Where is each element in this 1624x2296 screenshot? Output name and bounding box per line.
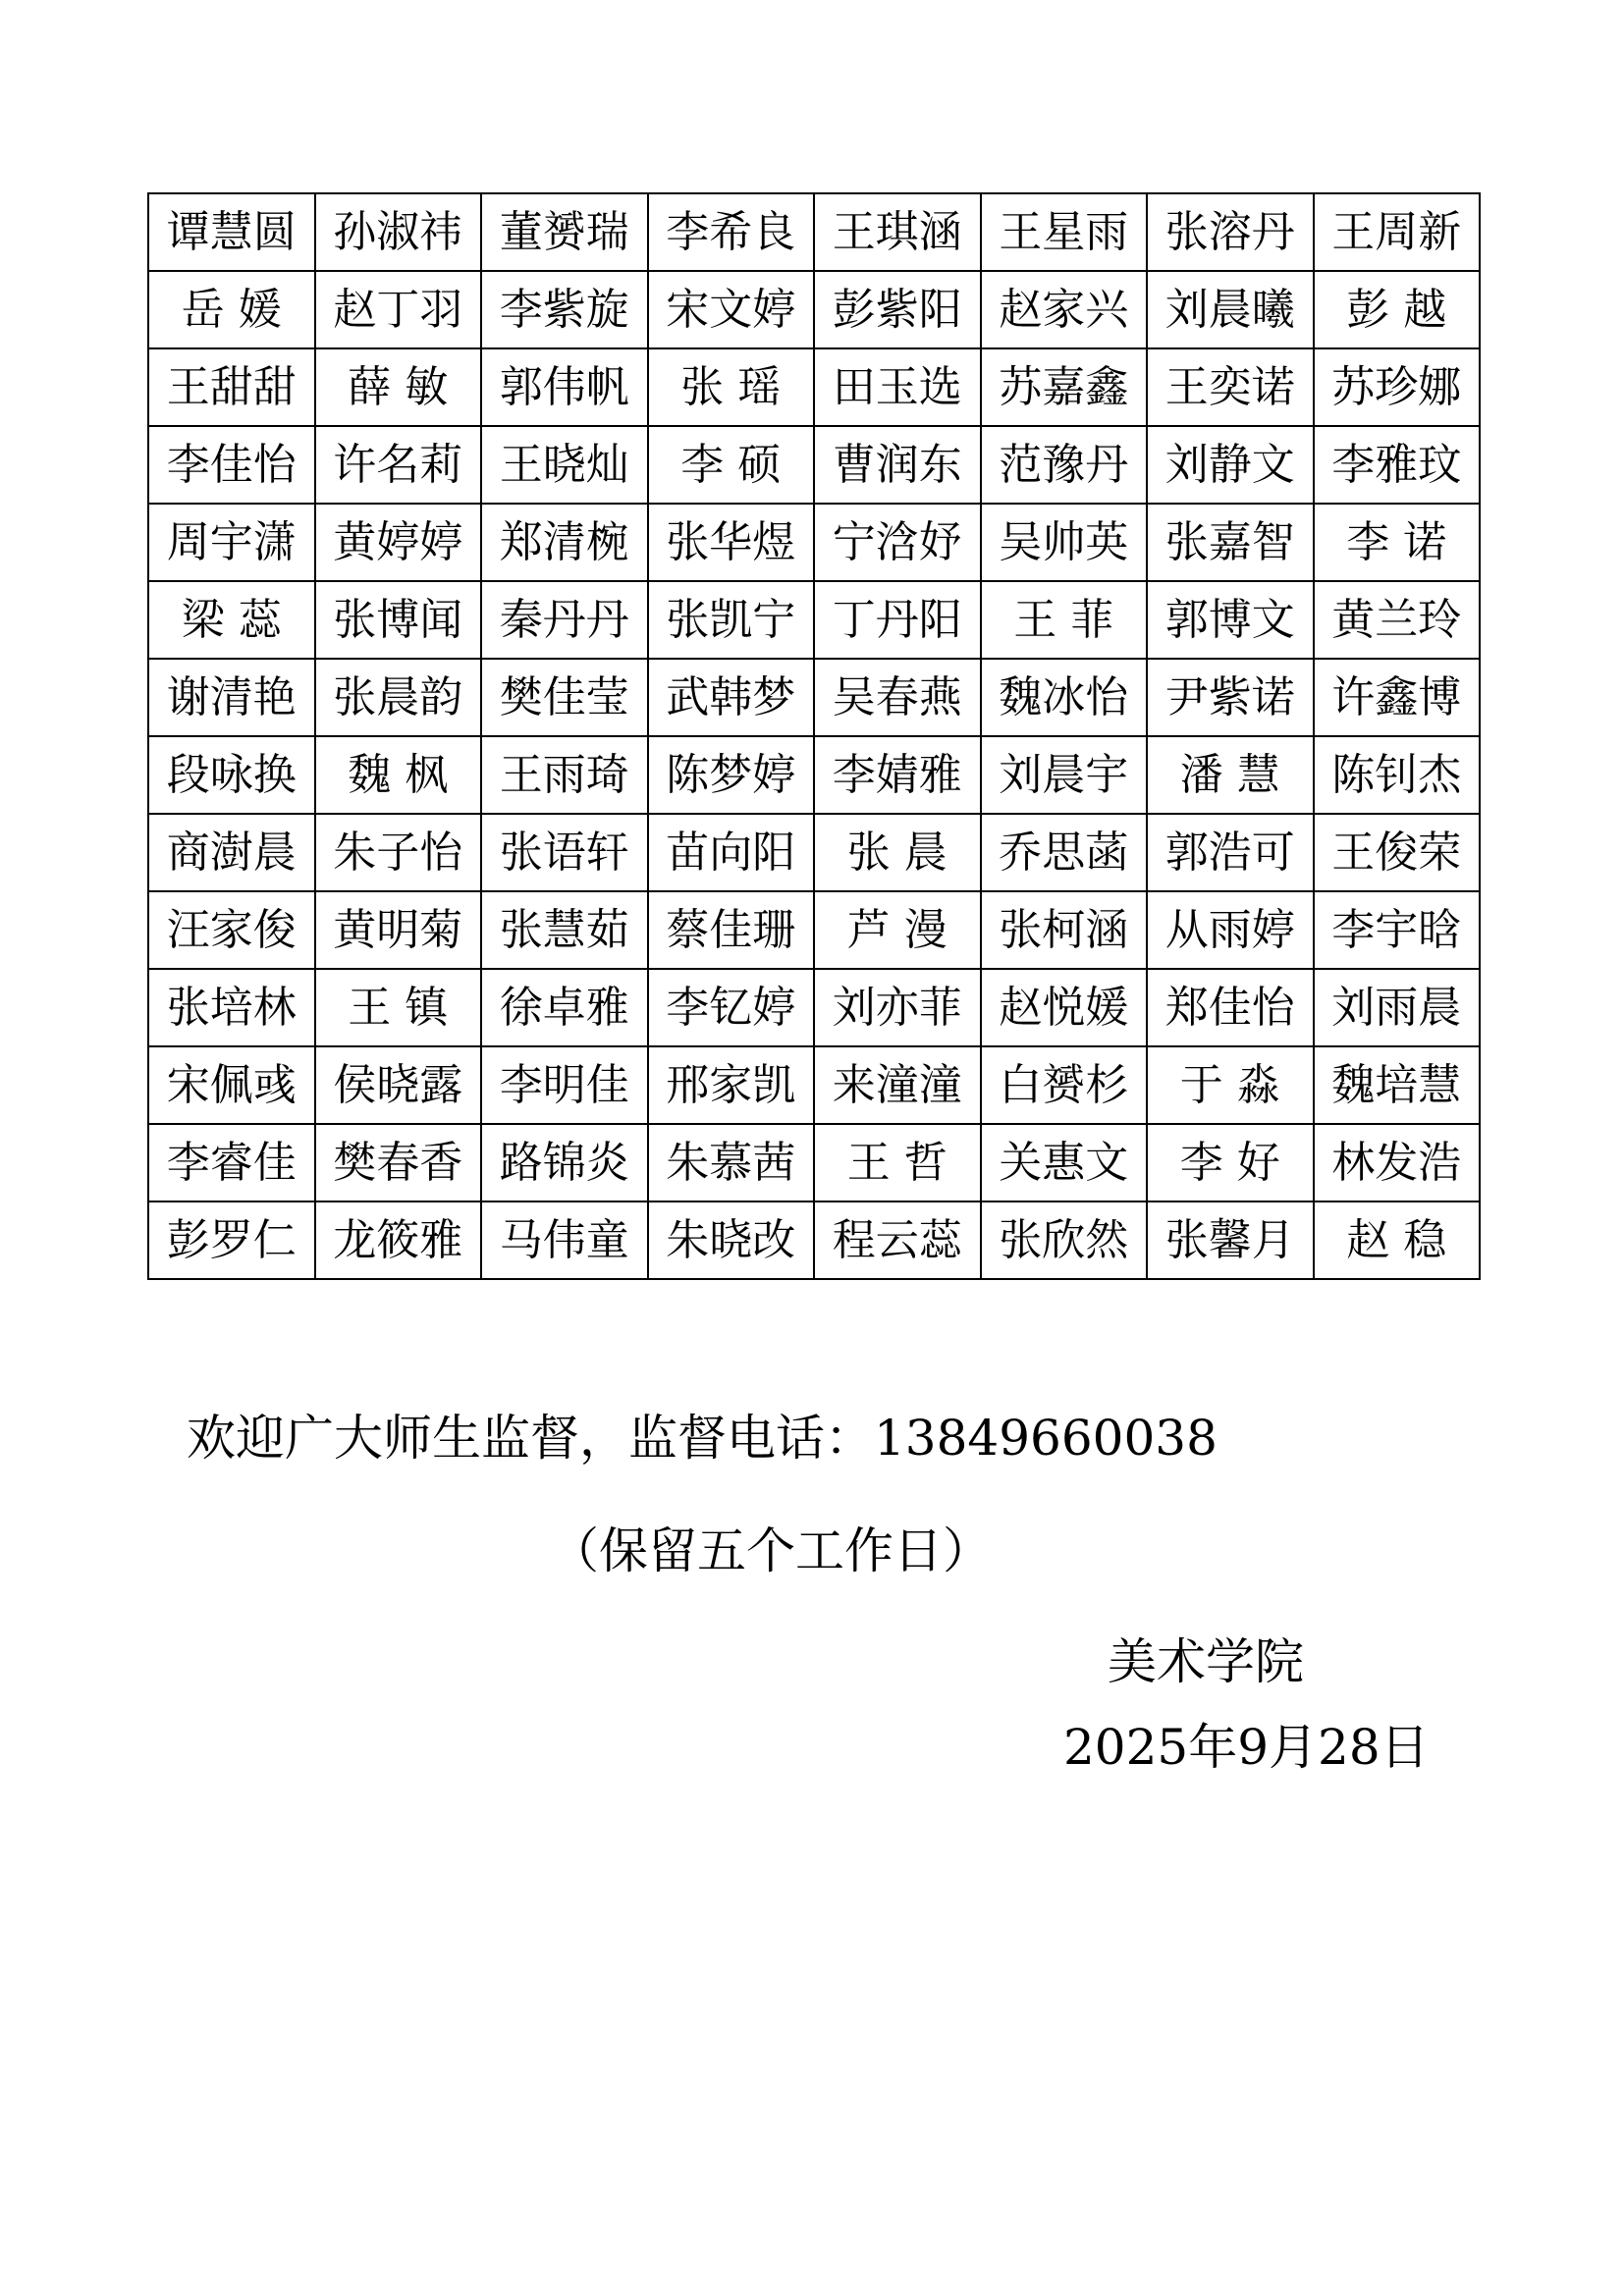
name-cell: 田玉选 [814,348,981,426]
name-cell: 赵 稳 [1314,1201,1481,1279]
name-cell: 陈钊杰 [1314,736,1481,814]
name-cell: 刘雨晨 [1314,969,1481,1046]
table-row [148,1201,1480,1279]
name-cell: 刘晨曦 [1147,271,1314,348]
name-cell: 苗向阳 [648,814,815,891]
name-cell: 赵丁羽 [315,271,482,348]
name-cell: 曹润东 [814,426,981,504]
name-cell: 段咏换 [148,736,315,814]
name-cell: 魏冰怡 [981,659,1148,736]
name-cell: 王甜甜 [148,348,315,426]
name-cell: 苏嘉鑫 [981,348,1148,426]
name-cell: 吴帅英 [981,504,1148,581]
name-cell: 武韩梦 [648,659,815,736]
name-cell: 陈梦婷 [648,736,815,814]
name-cell: 许鑫博 [1314,659,1481,736]
table-row [148,1124,1480,1201]
name-cell: 黄兰玲 [1314,581,1481,659]
name-cell: 郭博文 [1147,581,1314,659]
name-cell: 梁 蕊 [148,581,315,659]
name-cell: 秦丹丹 [481,581,648,659]
name-cell: 郭浩可 [1147,814,1314,891]
name-cell: 张博闻 [315,581,482,659]
name-cell: 樊佳莹 [481,659,648,736]
name-list-table [147,192,1481,1280]
name-cell: 商澍晨 [148,814,315,891]
name-cell: 彭罗仁 [148,1201,315,1279]
name-cell: 朱子怡 [315,814,482,891]
name-cell: 王星雨 [981,193,1148,271]
name-cell: 王雨琦 [481,736,648,814]
name-cell: 谢清艳 [148,659,315,736]
name-cell: 宋佩彧 [148,1046,315,1124]
name-cell: 刘晨宇 [981,736,1148,814]
name-cell: 李钇婷 [648,969,815,1046]
name-cell: 王 镇 [315,969,482,1046]
name-cell: 张培林 [148,969,315,1046]
table-row [148,504,1480,581]
table-row [148,426,1480,504]
name-cell: 马伟童 [481,1201,648,1279]
name-cell: 李宇晗 [1314,891,1481,969]
name-cell: 苏珍娜 [1314,348,1481,426]
name-cell: 尹紫诺 [1147,659,1314,736]
name-cell: 李希良 [648,193,815,271]
name-cell: 吴春燕 [814,659,981,736]
table-row [148,659,1480,736]
table-row [148,1046,1480,1124]
table-row [148,193,1480,271]
name-cell: 乔思菡 [981,814,1148,891]
name-cell: 董赟瑞 [481,193,648,271]
name-cell: 周宇潇 [148,504,315,581]
name-cell: 邢家凯 [648,1046,815,1124]
retention-period-note: （保留五个工作日） [550,1522,992,1579]
name-cell: 王俊荣 [1314,814,1481,891]
name-cell: 张凯宁 [648,581,815,659]
name-cell: 李 诺 [1314,504,1481,581]
name-cell: 岳 媛 [148,271,315,348]
name-cell: 张嘉智 [1147,504,1314,581]
name-cell: 张晨韵 [315,659,482,736]
name-cell: 张欣然 [981,1201,1148,1279]
name-cell: 林发浩 [1314,1124,1481,1201]
name-cell: 张语轩 [481,814,648,891]
name-cell: 郑清椀 [481,504,648,581]
table-row [148,969,1480,1046]
name-cell: 郭伟帆 [481,348,648,426]
name-cell: 赵家兴 [981,271,1148,348]
name-cell: 宋文婷 [648,271,815,348]
table-row [148,891,1480,969]
name-cell: 张馨月 [1147,1201,1314,1279]
name-cell: 龙筱雅 [315,1201,482,1279]
name-cell: 樊春香 [315,1124,482,1201]
table-row [148,348,1480,426]
table-row [148,814,1480,891]
name-cell: 徐卓雅 [481,969,648,1046]
issue-date: 2025年9月28日 [1063,1719,1430,1776]
name-cell: 李婧雅 [814,736,981,814]
table-row [148,736,1480,814]
name-cell: 张柯涵 [981,891,1148,969]
name-cell: 李紫旋 [481,271,648,348]
supervision-hotline-text: 欢迎广大师生监督，监督电话：13849660038 [187,1410,1218,1467]
name-cell: 孙淑祎 [315,193,482,271]
name-cell: 李 硕 [648,426,815,504]
name-cell: 芦 漫 [814,891,981,969]
name-cell: 李佳怡 [148,426,315,504]
table-row [148,271,1480,348]
name-cell: 朱慕茜 [648,1124,815,1201]
name-cell: 张 瑶 [648,348,815,426]
name-cell: 王 哲 [814,1124,981,1201]
name-cell: 李睿佳 [148,1124,315,1201]
name-cell: 李明佳 [481,1046,648,1124]
name-cell: 蔡佳珊 [648,891,815,969]
name-cell: 关惠文 [981,1124,1148,1201]
name-cell: 王琪涵 [814,193,981,271]
name-cell: 王 菲 [981,581,1148,659]
name-cell: 汪家俊 [148,891,315,969]
name-cell: 许名莉 [315,426,482,504]
name-cell: 程云蕊 [814,1201,981,1279]
name-cell: 魏 枫 [315,736,482,814]
name-cell: 赵悦媛 [981,969,1148,1046]
name-cell: 刘静文 [1147,426,1314,504]
name-cell: 谭慧圆 [148,193,315,271]
name-cell: 李 好 [1147,1124,1314,1201]
name-cell: 郑佳怡 [1147,969,1314,1046]
name-cell: 朱晓改 [648,1201,815,1279]
name-cell: 宁浛妤 [814,504,981,581]
name-cell: 潘 慧 [1147,736,1314,814]
name-cell: 黄婷婷 [315,504,482,581]
name-cell: 于 淼 [1147,1046,1314,1124]
name-cell: 张溶丹 [1147,193,1314,271]
name-cell: 张 晨 [814,814,981,891]
name-cell: 彭紫阳 [814,271,981,348]
name-cell: 从雨婷 [1147,891,1314,969]
name-cell: 薛 敏 [315,348,482,426]
name-cell: 路锦炎 [481,1124,648,1201]
table-row [148,581,1480,659]
name-cell: 彭 越 [1314,271,1481,348]
name-cell: 王周新 [1314,193,1481,271]
name-list-body [148,193,1480,1279]
name-cell: 刘亦菲 [814,969,981,1046]
name-cell: 王奕诺 [1147,348,1314,426]
name-cell: 范豫丹 [981,426,1148,504]
issuing-organization: 美术学院 [1108,1633,1304,1690]
name-cell: 侯晓露 [315,1046,482,1124]
name-cell: 来潼潼 [814,1046,981,1124]
name-cell: 王晓灿 [481,426,648,504]
name-cell: 魏培慧 [1314,1046,1481,1124]
name-cell: 李雅玟 [1314,426,1481,504]
name-cell: 黄明菊 [315,891,482,969]
name-cell: 张慧茹 [481,891,648,969]
name-cell: 丁丹阳 [814,581,981,659]
name-cell: 张华煜 [648,504,815,581]
name-cell: 白赟杉 [981,1046,1148,1124]
